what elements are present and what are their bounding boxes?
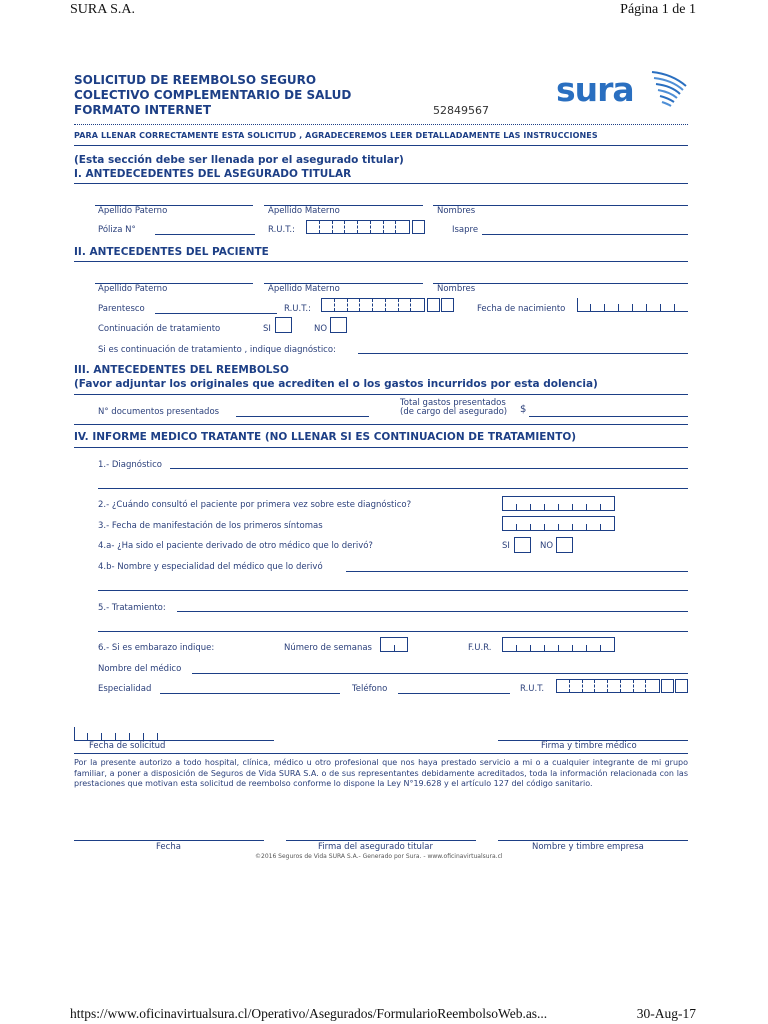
q2-label: 2.- ¿Cuándo consultó el paciente por primera vez sobre este diagnóstico? (98, 500, 412, 510)
paciente-rut-label: R.U.T.: (284, 304, 311, 314)
total-gastos-label: Total gastos presentados (400, 398, 506, 408)
q1-diagnostico-field[interactable] (170, 468, 688, 469)
firma-asegurado-line[interactable] (286, 840, 476, 841)
q5-tratamiento-field[interactable] (177, 611, 688, 612)
num-documentos-label: N° documentos presentados (98, 407, 220, 417)
semanas-input[interactable] (380, 637, 408, 652)
total-gastos-cargo-label: (de cargo del asegurado) (400, 407, 508, 417)
total-gastos-field[interactable] (529, 416, 688, 417)
authorization-rule (74, 753, 688, 754)
q4a-label: 4.a- ¿Ha sido el paciente derivado de otro médico que lo derivó? (98, 541, 373, 551)
q1-diagnostico-label: 1.- Diagnóstico (98, 460, 162, 470)
sura-logo (556, 70, 688, 114)
medico-rut-dv-input[interactable] (661, 679, 674, 693)
titular-apellido-materno-label: Apellido Materno (268, 206, 340, 216)
fecha-solicitud-input[interactable] (74, 727, 176, 741)
titular-poliza-field[interactable] (155, 234, 255, 235)
q3-label: 3.- Fecha de manifestación de los primeros síntomas (98, 521, 323, 531)
print-header-title: SURA S.A. (70, 2, 135, 17)
section2-title: II. ANTECEDENTES DEL PACIENTE (74, 246, 269, 258)
fur-date-input[interactable] (502, 637, 615, 652)
continuacion-no-label: NO (314, 324, 328, 334)
sura-logo-text: sura (556, 70, 634, 109)
form-title-line1: SOLICITUD DE REEMBOLSO SEGURO (74, 73, 317, 87)
continuacion-si-label: SI (263, 324, 271, 334)
title-divider (74, 124, 688, 125)
q4a-no-checkbox[interactable] (556, 537, 573, 553)
fecha-label: Fecha (156, 842, 181, 852)
nombre-empresa-line[interactable] (498, 840, 688, 841)
titular-rut-label: R.U.T.: (268, 225, 295, 235)
paciente-parentesco-label: Parentesco (98, 304, 145, 314)
q5-tratamiento-label: 5.- Tratamiento: (98, 603, 166, 613)
nombre-medico-label: Nombre del médico (98, 664, 182, 674)
fur-label: F.U.R. (468, 643, 492, 653)
section2-rule (74, 261, 688, 262)
section1-rule (74, 183, 688, 184)
titular-isapre-field[interactable] (482, 234, 688, 235)
section3-subtitle: (Favor adjuntar los originales que acrediten el o los gastos incurridos por esta dolencia) (74, 378, 598, 390)
section1-title: I. ANTEDECEDENTES DEL ASEGURADO TITULAR (74, 168, 352, 180)
diagnostico-continuacion-field[interactable] (358, 353, 688, 354)
paciente-parentesco-field[interactable] (155, 313, 277, 314)
paciente-fecha-nacimiento-label: Fecha de nacimiento (477, 304, 566, 314)
continuacion-label: Continuación de tratamiento (98, 324, 221, 334)
medico-rut-extra-input[interactable] (675, 679, 688, 693)
telefono-field[interactable] (398, 693, 510, 694)
q2-date-input[interactable] (502, 496, 615, 511)
semanas-label: Número de semanas (284, 643, 372, 653)
medico-rut-label: R.U.T. (520, 684, 545, 694)
paciente-rut-dv-input[interactable] (427, 298, 440, 312)
firma-medico-label: Firma y timbre médico (541, 741, 637, 751)
form-title-line3: FORMATO INTERNET (74, 103, 212, 117)
titular-apellido-paterno-label: Apellido Paterno (98, 206, 168, 216)
continuacion-no-checkbox[interactable] (330, 317, 347, 333)
section3-rule (74, 394, 688, 395)
continuacion-si-checkbox[interactable] (275, 317, 292, 333)
titular-rut-input[interactable] (306, 220, 410, 234)
nombre-empresa-label: Nombre y timbre empresa (532, 842, 644, 852)
paciente-apellido-paterno-label: Apellido Paterno (98, 284, 168, 294)
section3-title: III. ANTECEDENTES DEL REEMBOLSO (74, 364, 289, 376)
titular-rut-dv-input[interactable] (412, 220, 425, 234)
q4b-field-2[interactable] (98, 590, 688, 591)
section4-top-rule (74, 424, 688, 425)
firma-asegurado-label: Firma del asegurado titular (318, 842, 433, 852)
print-footer-url: https://www.oficinavirtualsura.cl/Operativo/Asegurados/FormularioReembolsoWeb.as... (70, 1006, 548, 1021)
fecha-solicitud-label: Fecha de solicitud (89, 741, 166, 751)
paciente-rut-input[interactable] (321, 298, 425, 312)
copyright-text: ©2016 Seguros de Vida SURA S.A.- Generado por Sura. - www.oficinavirtualsura.cl (255, 853, 503, 860)
paciente-nombres-label: Nombres (437, 284, 476, 294)
form-title-line2: COLECTIVO COMPLEMENTARIO DE SALUD (74, 88, 352, 102)
titular-poliza-label: Póliza N° (98, 225, 136, 235)
medico-rut-input[interactable] (556, 679, 660, 693)
diagnostico-continuacion-label: Si es continuación de tratamiento , indique diagnóstico: (98, 345, 336, 355)
print-footer-date: 30-Aug-17 (636, 1006, 696, 1021)
authorization-text: Por la presente autorizo a todo hospital, clínica, médico u otro profesional que nos haya prestado servicio a mi o a cualquier integrante de mi grupo familiar, a poner a disposición de Seguros de Vida SURA S.A. o de sus representantes debidamente acreditados, toda la información relacionada con las prestaciones que motivan esta solicitud de reembolso conforme lo dispone la Ley N°19.628 y el artículo 127 del código sanitario. (74, 758, 688, 788)
titular-note: (Esta sección debe ser llenada por el asegurado titular) (74, 154, 404, 166)
fecha-firma-line[interactable] (74, 840, 264, 841)
paciente-apellido-materno-label: Apellido Materno (268, 284, 340, 294)
telefono-label: Teléfono (352, 684, 388, 694)
form-number: 52849567 (433, 104, 489, 117)
q6-embarazo-label: 6.- Si es embarazo indique: (98, 643, 215, 653)
print-header-page: Página 1 de 1 (620, 2, 696, 17)
instructions-text: PARA LLENAR CORRECTAMENTE ESTA SOLICITUD , AGRADECEREMOS LEER DETALLADAMENTE LAS INSTRUCCIONES (74, 131, 598, 140)
paciente-rut-extra-input[interactable] (441, 298, 454, 312)
titular-nombres-label: Nombres (437, 206, 476, 216)
titular-isapre-label: Isapre (452, 225, 479, 235)
q4a-no-label: NO (540, 541, 554, 551)
q3-date-input[interactable] (502, 516, 615, 531)
section4-title: IV. INFORME MEDICO TRATANTE (NO LLENAR SI ES CONTINUACION DE TRATAMIENTO) (74, 431, 577, 443)
q5-tratamiento-field-2[interactable] (98, 631, 688, 632)
q4a-si-label: SI (502, 541, 510, 551)
q4a-si-checkbox[interactable] (514, 537, 531, 553)
q1-diagnostico-field-2[interactable] (98, 488, 688, 489)
nombre-medico-field[interactable] (192, 673, 688, 674)
paciente-fecha-nacimiento-input[interactable] (577, 298, 688, 312)
num-documentos-field[interactable] (236, 416, 369, 417)
currency-symbol: $ (520, 404, 527, 415)
section4-rule (74, 447, 688, 448)
especialidad-field[interactable] (160, 693, 340, 694)
q4b-label: 4.b- Nombre y especialidad del médico que lo derivó (98, 562, 323, 572)
instructions-divider (74, 145, 688, 146)
sura-wing-icon (650, 68, 690, 112)
especialidad-label: Especialidad (98, 684, 152, 694)
q4b-field[interactable] (346, 571, 688, 572)
